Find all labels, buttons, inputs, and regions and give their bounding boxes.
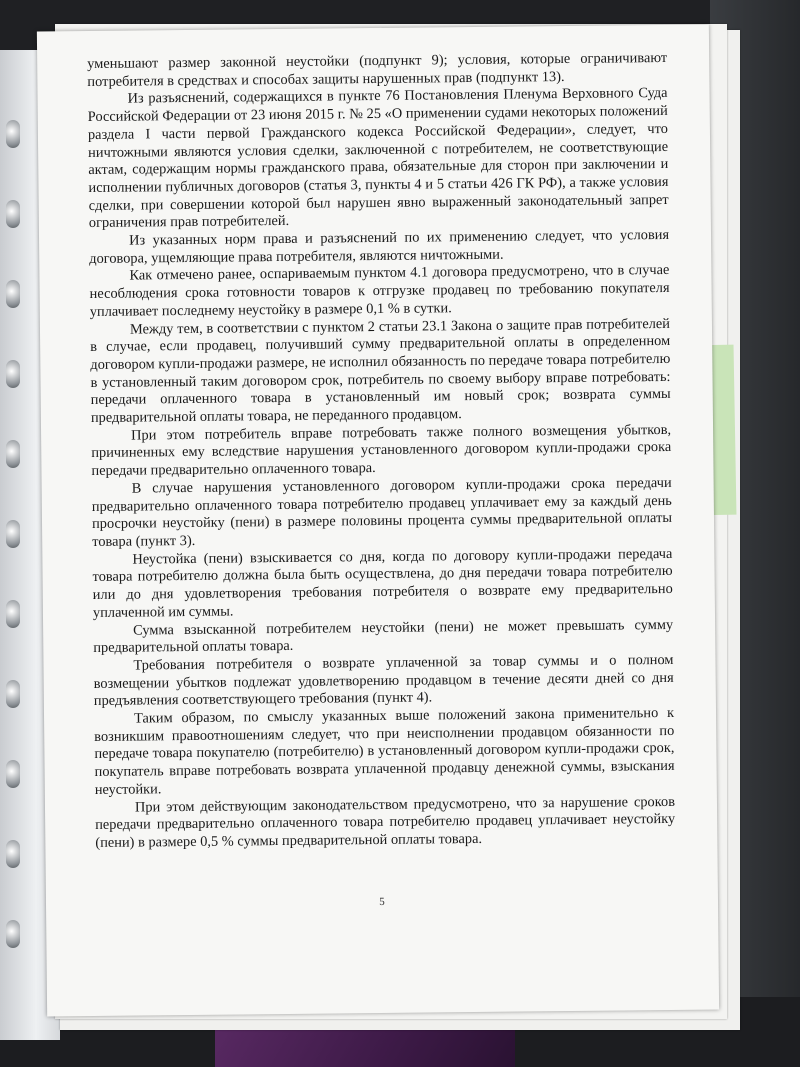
page-number: 5: [379, 895, 385, 909]
binder-ring: [6, 760, 20, 788]
binder-ring: [6, 360, 20, 388]
binder-ring: [6, 840, 20, 868]
paragraph-2: Из разъяснений, содержащихся в пункте 76 Постановления Пленума Верховного Суда Российской Федерации от 23 июня 2015 г. № 25 «О применении судами некоторых положений раздела I части первой Гражданского кодекса Российской Федерации», следует, что ничтожными являются условия сделки, заключенной с потребителем, не соответствующие актам, содержащим нормы гражданского права, обязательные для сторон при заключении и исполнении публичных договоров (статья 3, пункты 4 и 5 статьи 426 ГК РФ), а также условия сделки, при совершении которой был нарушен явно выраженный законодательный запрет ограничения прав потребителей.: [87, 85, 669, 232]
paragraph-4: Как отмечено ранее, оспариваемым пунктом 4.1 договора предусмотрено, что в случае несоблюдения срока готовности товаров к отгрузке продавец по требованию покупателя уплачивает последнему неустойку в размере 0,1 % в сутки.: [89, 262, 670, 320]
paragraph-1: уменьшают размер законной неустойки (подпункт 9); условия, которые ограничивают потребителя в средствах и способах защиты нарушенных прав (подпункт 13).: [87, 49, 668, 90]
binder-ring: [6, 200, 20, 228]
paragraph-12: При этом действующим законодательством предусмотрено, что за нарушение сроков передачи предварительно оплаченного товара потребителю продавец уплачивает неустойку (пени) в размере 0,5 % суммы предварительной оплаты товара.: [95, 793, 676, 851]
paragraph-9: Сумма взысканной потребителем неустойки (пени) не может превышать сумму предварительной оплаты товара.: [93, 616, 674, 657]
binder-ring: [6, 280, 20, 308]
binder-ring: [6, 520, 20, 548]
paragraph-10: Требования потребителя о возврате уплаченной за товар суммы и о полном возмещении убытков подлежат удовлетворению продавцом в течение десяти дней со дня предъявления соответствующего требования (пункт 4).: [93, 651, 674, 710]
document-text: [87, 50, 675, 853]
binder-ring: [6, 680, 20, 708]
paragraph-6: При этом потребитель вправе потребовать также полного возмещения убытков, причиненных ему вследствие нарушения установленного договором купли-продажи срока передачи предварительно оплаченного товара.: [91, 421, 672, 480]
paragraph-5: Между тем, в соответствии с пунктом 2 статьи 23.1 Закона о защите прав потребителей в случае, если продавец, получивший сумму предварительной оплаты в определенном договором купли-продажи размере, не исполнил обязанность по передаче товара потребителю в установленный таким договором срок, потребитель по своему выбору вправе потребовать: передачи оплаченного товара в установленный им новый срок; возврата суммы предварительной оплаты товара, не переданного продавцом.: [90, 315, 671, 427]
paragraph-8: Неустойка (пени) взыскивается со дня, когда по договору купли-продажи передача товара потребителю должна была быть осуществлена, до дня передачи товара потребителю или до дня удовлетворения требования потребителя о возврате ему предварительно уплаченной им суммы.: [92, 545, 673, 621]
binder-ring: [6, 600, 20, 628]
binder-ring: [6, 920, 20, 948]
document-page: [37, 25, 719, 1017]
binder-ring: [6, 120, 20, 148]
paragraph-7: В случае нарушения установленного договором купли-продажи срока передачи предварительно оплаченного товара потребителю продавец уплачивает ему за каждый день просрочки неустойку (пени) в размере половины процента суммы предварительной оплаты товара (пункт 3).: [91, 474, 673, 550]
paragraph-11: Таким образом, по смыслу указанных выше положений закона применительно к возникшим правоотношениям следует, что при неисполнении продавцом обязанности по передаче товара покупателю (потребителю) в установленный договором купли-продажи срок, покупатель вправе потребовать возврата уплаченной продавцу денежной суммы, взыскания неустойки.: [94, 704, 675, 798]
paragraph-3: Из указанных норм права и разъяснений по их применению следует, что условия договора, ущемляющие права потребителя, являются ничтожными.: [89, 226, 670, 267]
binder-ring: [6, 440, 20, 468]
